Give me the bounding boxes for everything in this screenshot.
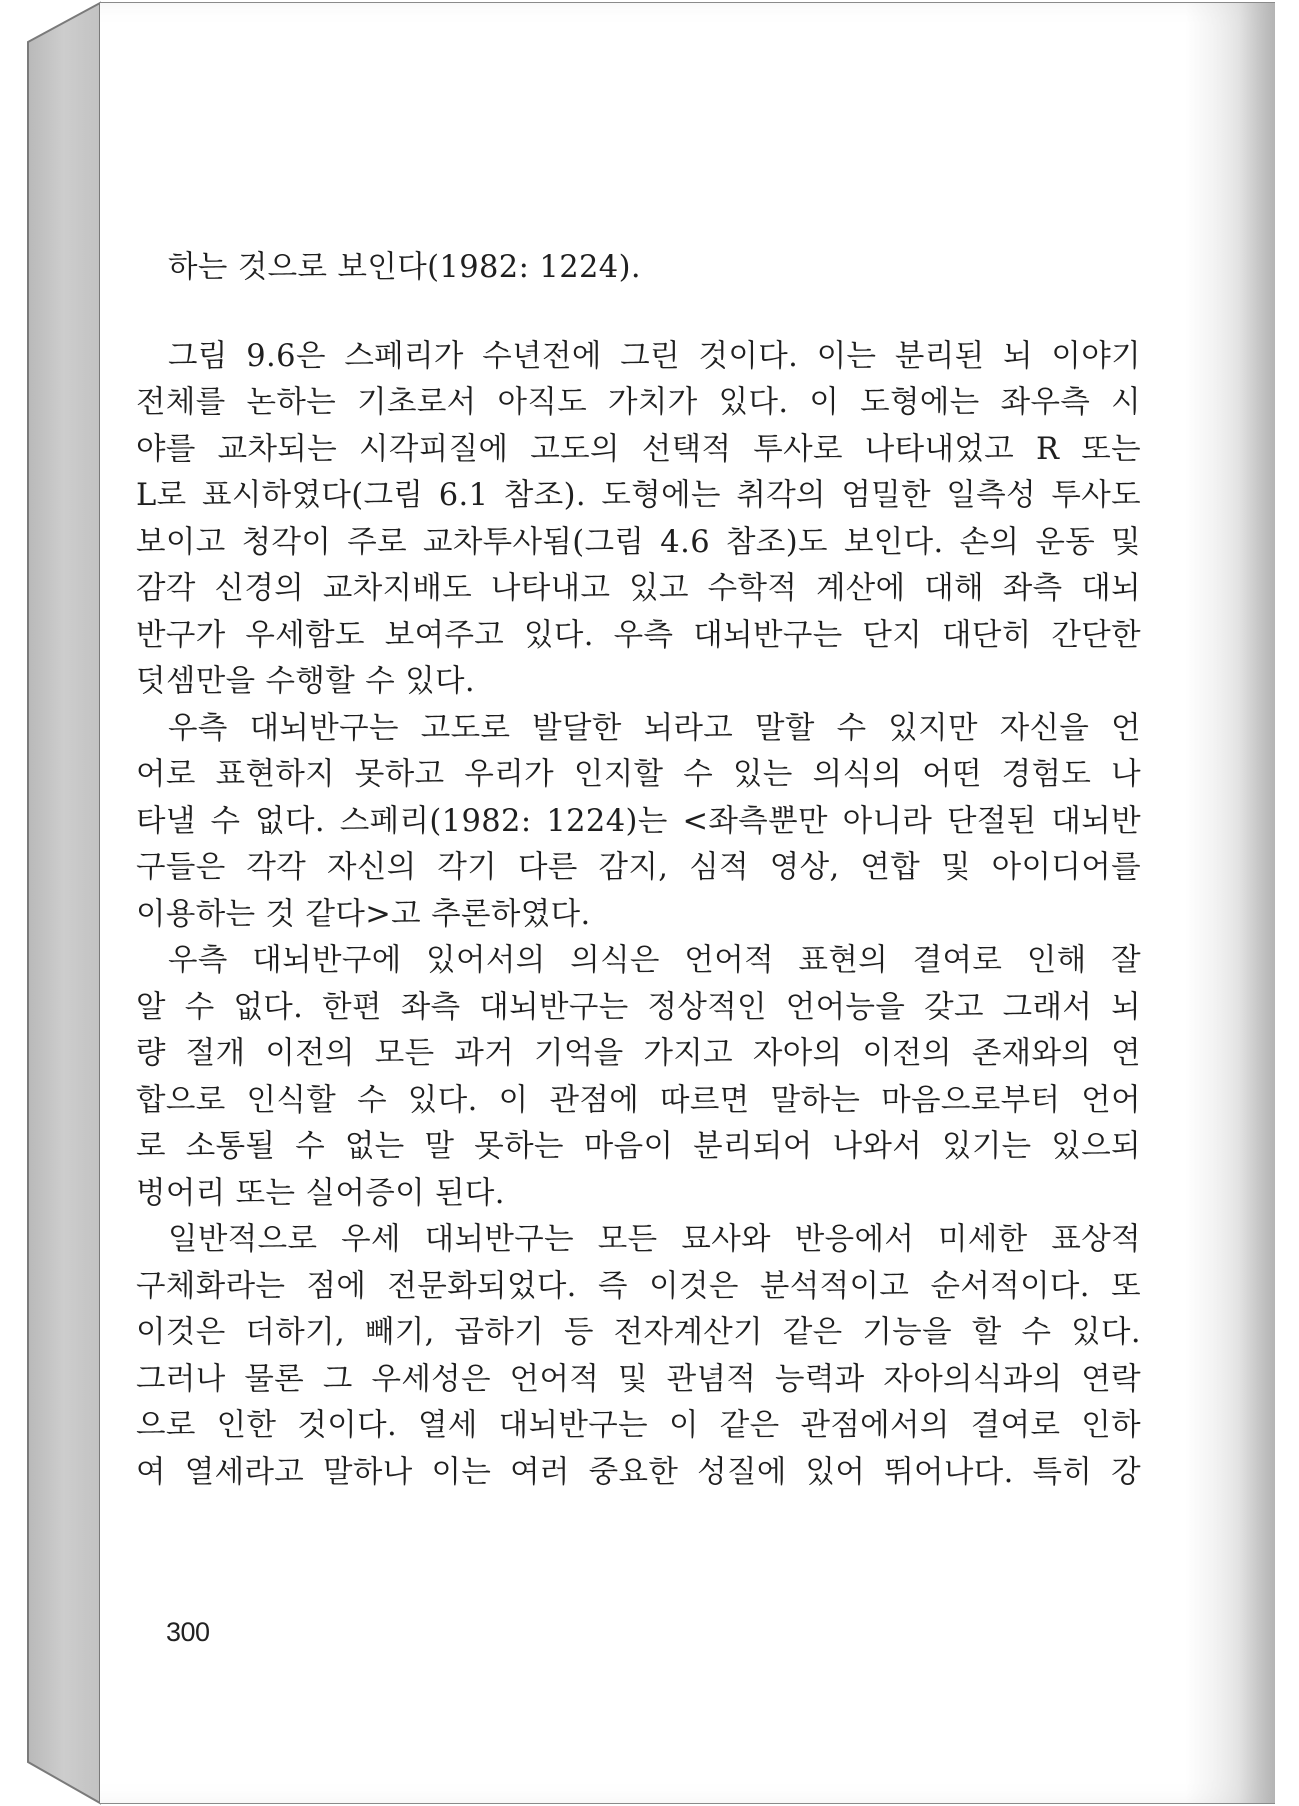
text-line: 일반적으로 우세 대뇌반구는 모든 묘사와 반응에서 미세한 표상적 (168, 1222, 1141, 1257)
paragraph (136, 334, 1141, 706)
text-line: 타낼 수 없다. 스페리(1982: 1224)는 <좌측뿐만 아니라 단절된 대뇌반 (136, 803, 1141, 839)
paragraph (136, 1217, 1141, 1496)
text-line: 어로 표현하지 못하고 우리가 인지할 수 있는 의식의 어떤 경험도 나 (136, 757, 1141, 792)
text-line: 알 수 없다. 한편 좌측 대뇌반구는 정상적인 언어능을 갖고 그래서 뇌 (136, 989, 1141, 1025)
paragraph (136, 706, 1141, 939)
text-line: L로 표시하였다(그림 6.1 참조). 도형에는 취각의 엄밀한 일측성 투사도 (136, 478, 1141, 513)
paragraph (136, 938, 1141, 1217)
text-line: 이용하는 것 같다>고 추론하였다. (136, 896, 591, 932)
text-line: 구체화라는 점에 전문화되었다. 즉 이것은 분석적이고 순서적이다. 또 (136, 1268, 1141, 1304)
text-line: 그러나 물론 그 우세성은 언어적 및 관념적 능력과 자아의식과의 연락 (136, 1361, 1141, 1397)
text-line: 합으로 인식할 수 있다. 이 관점에 따르면 말하는 마음으로부터 언어 (136, 1082, 1141, 1118)
text-line: 감각 신경의 교차지배도 나타내고 있고 수학적 계산에 대해 좌측 대뇌 (136, 571, 1141, 606)
page-number: 300 (166, 1617, 210, 1647)
text-line: 덧셈만을 수행할 수 있다. (136, 664, 476, 699)
body-text (136, 245, 1141, 1496)
text-line: 보이고 청각이 주로 교차투사됨(그림 4.6 참조)도 보인다. 손의 운동 및 (136, 524, 1141, 560)
text-line: 반구가 우세함도 보여주고 있다. 우측 대뇌반구는 단지 대단히 간단한 (136, 617, 1141, 653)
text-line: 우측 대뇌반구에 있어서의 의식은 언어적 표현의 결여로 인해 잘 (168, 943, 1141, 978)
text-line: 그림 9.6은 스페리가 수년전에 그린 것이다. 이는 분리된 뇌 이야기 (168, 338, 1141, 374)
text-line: 로 소통될 수 없는 말 못하는 마음이 분리되어 나와서 있기는 있으되 (136, 1129, 1141, 1164)
text-line: 으로 인한 것이다. 열세 대뇌반구는 이 같은 관점에서의 결여로 인하 (136, 1408, 1141, 1443)
text-line: 벙어리 또는 실어증이 된다. (136, 1175, 505, 1211)
text-line: 전체를 논하는 기초로서 아직도 가치가 있다. 이 도형에는 좌우측 시 (136, 385, 1141, 420)
text-line: 야를 교차되는 시각피질에 고도의 선택적 투사로 나타내었고 R 또는 (136, 431, 1141, 467)
text-line: 량 절개 이전의 모든 과거 기억을 가지고 자아의 이전의 존재와의 연 (136, 1036, 1141, 1071)
text-line: 구들은 각각 자신의 각기 다른 감지, 심적 영상, 연합 및 아이디어를 (136, 850, 1141, 885)
text-line: 여 열세라고 말하나 이는 여러 중요한 성질에 있어 뛰어나다. 특히 강 (136, 1454, 1141, 1490)
text-line: 하는 것으로 보인다(1982: 1224). (168, 250, 641, 285)
text-line: 이것은 더하기, 빼기, 곱하기 등 전자계산기 같은 기능을 할 수 있다. (136, 1315, 1141, 1350)
page-edge-shadow (1185, 3, 1275, 1803)
text-line: 우측 대뇌반구는 고도로 발달한 뇌라고 말할 수 있지만 자신을 언 (168, 710, 1141, 746)
